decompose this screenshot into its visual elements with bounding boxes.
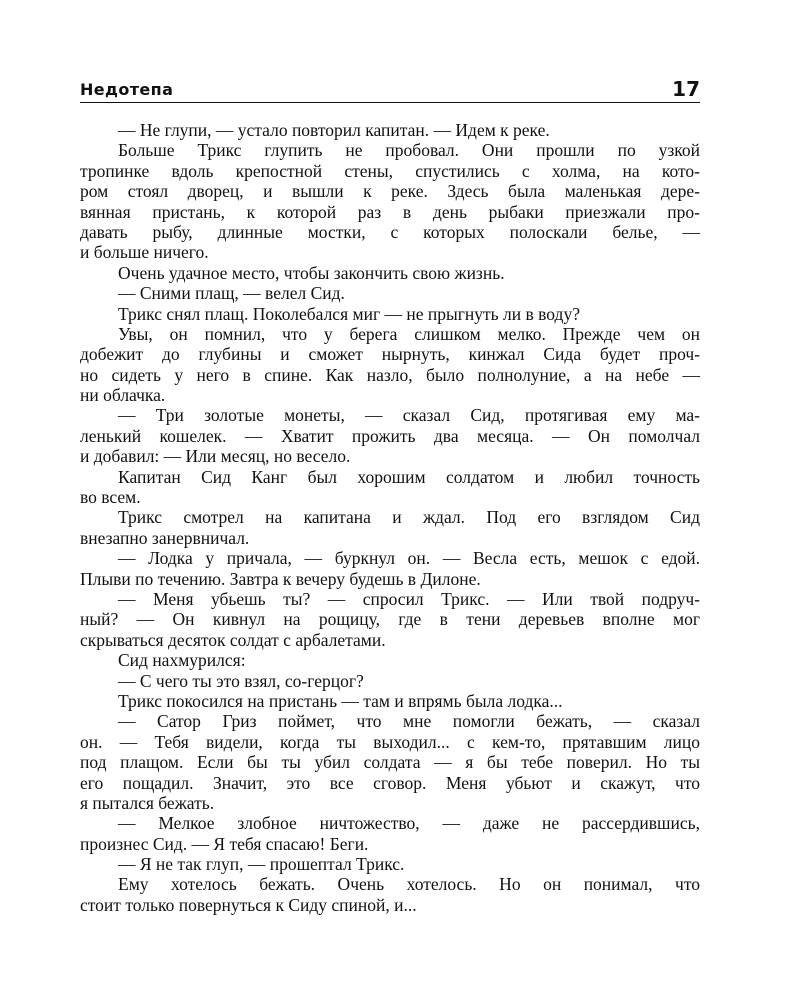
text-line: Капитан Сид Канг был хорошим солдатом и любил точность xyxy=(118,466,700,487)
text-line: Плыви по течению. Завтра к вечеру будешь в Дилоне. xyxy=(80,568,481,589)
text-line: внезапно занервничал. xyxy=(80,527,250,548)
text-line: Трикс покосился на пристань — там и впрямь была лодка... xyxy=(118,690,563,711)
text-line: я пытался бежать. xyxy=(80,792,215,813)
text-line: — Меня убьешь ты? — спросил Трикс. — Или твой подруч- xyxy=(118,588,700,609)
text-line: — Мелкое злобное ничтожество, — даже не рассердившись, xyxy=(118,813,700,834)
text-line: стоит только повернуться к Сиду спиной, и... xyxy=(80,894,417,915)
text-line: Ему хотелось бежать. Очень хотелось. Но он понимал, что xyxy=(118,874,700,895)
text-line: — Лодка у причала, — буркнул он. — Весла есть, мешок с едой. xyxy=(118,548,700,569)
text-line: вянная пристань, к которой раз в день рыбаки приезжали про- xyxy=(80,201,700,222)
text-line: тропинке вдоль крепостной стены, спустились с холма, на кото- xyxy=(80,160,700,181)
text-line: ный? — Он кивнул на рощицу, где в тени деревьев вполне мог xyxy=(80,609,700,630)
text-line: Сид нахмурился: xyxy=(118,650,246,671)
text-line: давать рыбу, длинные мостки, с которых полоскали белье, — xyxy=(80,221,700,242)
text-line: Увы, он помнил, что у берега слишком мелко. Прежде чем он xyxy=(118,323,700,344)
text-line: — Сатор Гриз поймет, что мне помогли бежать, — сказал xyxy=(118,711,700,732)
text-line: — Сними плащ, — велел Сид. xyxy=(118,283,345,304)
running-title: Недотепа xyxy=(80,80,174,99)
text-line: — Не глупи, — устало повторил капитан. — Идем к реке. xyxy=(118,120,550,140)
text-line: ни облачка. xyxy=(80,385,166,406)
text-line: и больше ничего. xyxy=(80,242,209,263)
text-line: добежит до глубины и сможет нырнуть, кинжал Сида будет проч- xyxy=(80,344,700,365)
text-line: — Три золотые монеты, — сказал Сид, протягивая ему ма- xyxy=(118,405,700,426)
text-line: — С чего ты это взял, со-герцог? xyxy=(118,670,364,691)
text-line: он. — Тебя видели, когда ты выходил... с кем-то, прятавшим лицо xyxy=(80,731,700,752)
text-line: во всем. xyxy=(80,487,141,508)
text-line: под плащом. Если бы ты убил солдата — я бы тебе поверил. Но ты xyxy=(80,752,700,773)
page-number: 17 xyxy=(672,77,700,101)
text-line: Трикс смотрел на капитана и ждал. Под его взглядом Сид xyxy=(118,507,700,528)
text-line: произнес Сид. — Я тебя спасаю! Беги. xyxy=(80,833,369,854)
text-line: ленький кошелек. — Хватит прожить два месяца. — Он помолчал xyxy=(80,425,700,446)
text-line: — Я не так глуп, — прошептал Трикс. xyxy=(118,854,405,875)
text-line: Очень удачное место, чтобы закончить свою жизнь. xyxy=(118,262,505,283)
text-line: ром стоял дворец, и вышли к реке. Здесь была маленькая дере- xyxy=(80,181,700,202)
body-text xyxy=(80,120,700,915)
text-line: Трикс снял плащ. Поколебался миг — не прыгнуть ли в воду? xyxy=(118,303,580,324)
text-line: скрываться десяток солдат с арбалетами. xyxy=(80,629,386,650)
text-line: и добавил: — Или месяц, но весело. xyxy=(80,446,351,467)
running-head xyxy=(80,77,700,103)
text-line: его пощадил. Значит, это все сговор. Меня убьют и скажут, что xyxy=(80,772,700,793)
text-line: Больше Трикс глупить не пробовал. Они прошли по узкой xyxy=(118,140,700,161)
text-line: но сидеть у него в спине. Как назло, было полнолуние, а на небе — xyxy=(80,364,700,385)
